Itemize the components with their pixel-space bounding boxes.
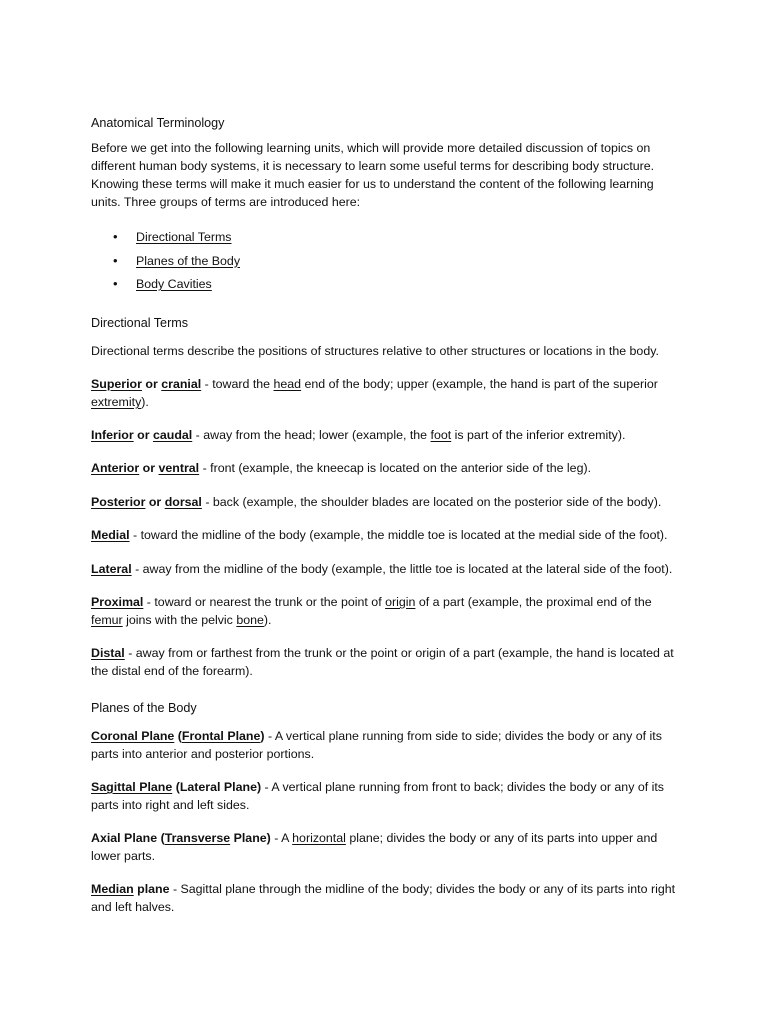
list-item bbox=[91, 275, 240, 299]
topics-list bbox=[91, 228, 240, 299]
link-extremity[interactable]: extremity bbox=[91, 395, 142, 409]
term-name: Superior bbox=[91, 377, 142, 391]
term-punctuation: ( bbox=[174, 729, 182, 743]
term-definition: - away from the head; lower (example, the bbox=[192, 428, 431, 442]
term-definition: is part of the inferior extremity). bbox=[451, 428, 626, 442]
term-name: Distal bbox=[91, 646, 125, 660]
term-name: cranial bbox=[161, 377, 202, 391]
term-punctuation: ( bbox=[157, 831, 165, 845]
term-name: Inferior bbox=[91, 428, 134, 442]
term-axial-plane bbox=[91, 829, 681, 865]
term-name: Posterior bbox=[91, 495, 146, 509]
term-definition: - away from or farthest from the trunk or the point or origin of a part (example, the hand is located at the distal end of the forearm). bbox=[91, 646, 674, 678]
term-inferior bbox=[91, 426, 681, 444]
term-name: Proximal bbox=[91, 595, 144, 609]
term-name: dorsal bbox=[164, 495, 202, 509]
heading-directional-terms: Directional Terms bbox=[91, 316, 189, 330]
bullet-icon: • bbox=[113, 276, 118, 291]
term-name-suffix: (Lateral Plane) bbox=[172, 780, 262, 794]
term-connector: or bbox=[133, 428, 153, 442]
term-definition: of a part (example, the proximal end of the bbox=[415, 595, 652, 609]
link-body-cavities[interactable]: Body Cavities bbox=[136, 277, 212, 291]
term-name: Frontal Plane bbox=[181, 729, 261, 743]
term-lateral bbox=[91, 560, 681, 578]
term-name: Sagittal Plane bbox=[91, 780, 173, 794]
link-horizontal[interactable]: horizontal bbox=[292, 831, 346, 845]
term-name: Medial bbox=[91, 528, 130, 542]
term-definition: - away from the midline of the body (example, the little toe is located at the lateral side of the foot). bbox=[131, 562, 673, 576]
term-name: Anterior bbox=[91, 461, 140, 475]
term-coronal-plane bbox=[91, 727, 681, 763]
term-proximal bbox=[91, 593, 681, 629]
term-superior bbox=[91, 375, 681, 411]
link-bone[interactable]: bone bbox=[236, 613, 264, 627]
term-connector: or bbox=[145, 495, 165, 509]
term-posterior bbox=[91, 493, 681, 511]
term-definition: - Sagittal plane through the midline of the body; divides the body or any of its parts into right and left halves. bbox=[91, 882, 676, 914]
link-planes-of-the-body[interactable]: Planes of the Body bbox=[136, 253, 241, 268]
term-name: Coronal Plane bbox=[91, 729, 175, 743]
term-definition: plane; divides the body or any of its parts into upper and lower parts. bbox=[91, 831, 658, 863]
term-name: Lateral bbox=[91, 562, 132, 576]
term-definition: - A bbox=[270, 831, 293, 845]
term-distal bbox=[91, 644, 681, 680]
directional-intro: Directional terms describe the positions of structures relative to other structures or locations in the body. bbox=[91, 344, 659, 358]
term-medial bbox=[91, 526, 681, 544]
term-definition: joins with the pelvic bbox=[122, 613, 237, 627]
term-definition: - toward the bbox=[201, 377, 274, 391]
term-anterior bbox=[91, 459, 681, 477]
term-connector: or bbox=[139, 461, 159, 475]
term-definition: - A vertical plane running from side to side; divides the body or any of its parts into anterior and posterior portions. bbox=[91, 729, 662, 761]
term-definition: - A vertical plane running from front to back; divides the body or any of its parts into right and left sides. bbox=[91, 780, 665, 812]
term-definition: - back (example, the shoulder blades are located on the posterior side of the body). bbox=[201, 495, 662, 509]
list-item bbox=[91, 252, 240, 276]
term-definition: - toward or nearest the trunk or the point of bbox=[143, 595, 386, 609]
link-origin[interactable]: origin bbox=[385, 595, 416, 609]
term-name-suffix: Plane) bbox=[230, 831, 271, 845]
term-definition: - toward the midline of the body (example, the middle toe is located at the medial side of the foot). bbox=[129, 528, 668, 542]
term-name: Transverse bbox=[164, 831, 231, 845]
term-definition: ). bbox=[141, 395, 149, 409]
link-femur[interactable]: femur bbox=[91, 613, 123, 627]
term-name: ventral bbox=[158, 461, 200, 475]
term-punctuation: ) bbox=[260, 729, 265, 743]
heading-planes-of-the-body: Planes of the Body bbox=[91, 701, 197, 715]
bullet-icon: • bbox=[113, 252, 118, 268]
link-directional-terms[interactable]: Directional Terms bbox=[136, 230, 232, 244]
term-definition: end of the body; upper (example, the hand is part of the superior bbox=[301, 377, 658, 391]
document-title: Anatomical Terminology bbox=[91, 116, 225, 130]
term-definition: - front (example, the kneecap is located on the anterior side of the leg). bbox=[199, 461, 592, 475]
term-name-suffix: plane bbox=[133, 882, 170, 896]
list-item bbox=[91, 228, 240, 252]
bullet-icon: • bbox=[113, 229, 118, 244]
link-head[interactable]: head bbox=[273, 377, 302, 391]
term-name: caudal bbox=[152, 428, 193, 442]
term-connector: or bbox=[141, 377, 162, 391]
intro-paragraph: Before we get into the following learning units, which will provide more detailed discussion of topics on different human body systems, it is necessary to learn some useful terms for describing body structure. Knowing these terms will make it much easier for us to understand the content of the following learning units. Three groups of terms are introduced here: bbox=[91, 141, 655, 209]
term-name: Axial Plane bbox=[91, 831, 158, 845]
term-name: Median bbox=[91, 882, 134, 896]
term-sagittal-plane bbox=[91, 778, 681, 814]
term-definition: ). bbox=[263, 613, 272, 627]
term-median-plane bbox=[91, 880, 681, 916]
link-foot[interactable]: foot bbox=[430, 428, 452, 442]
